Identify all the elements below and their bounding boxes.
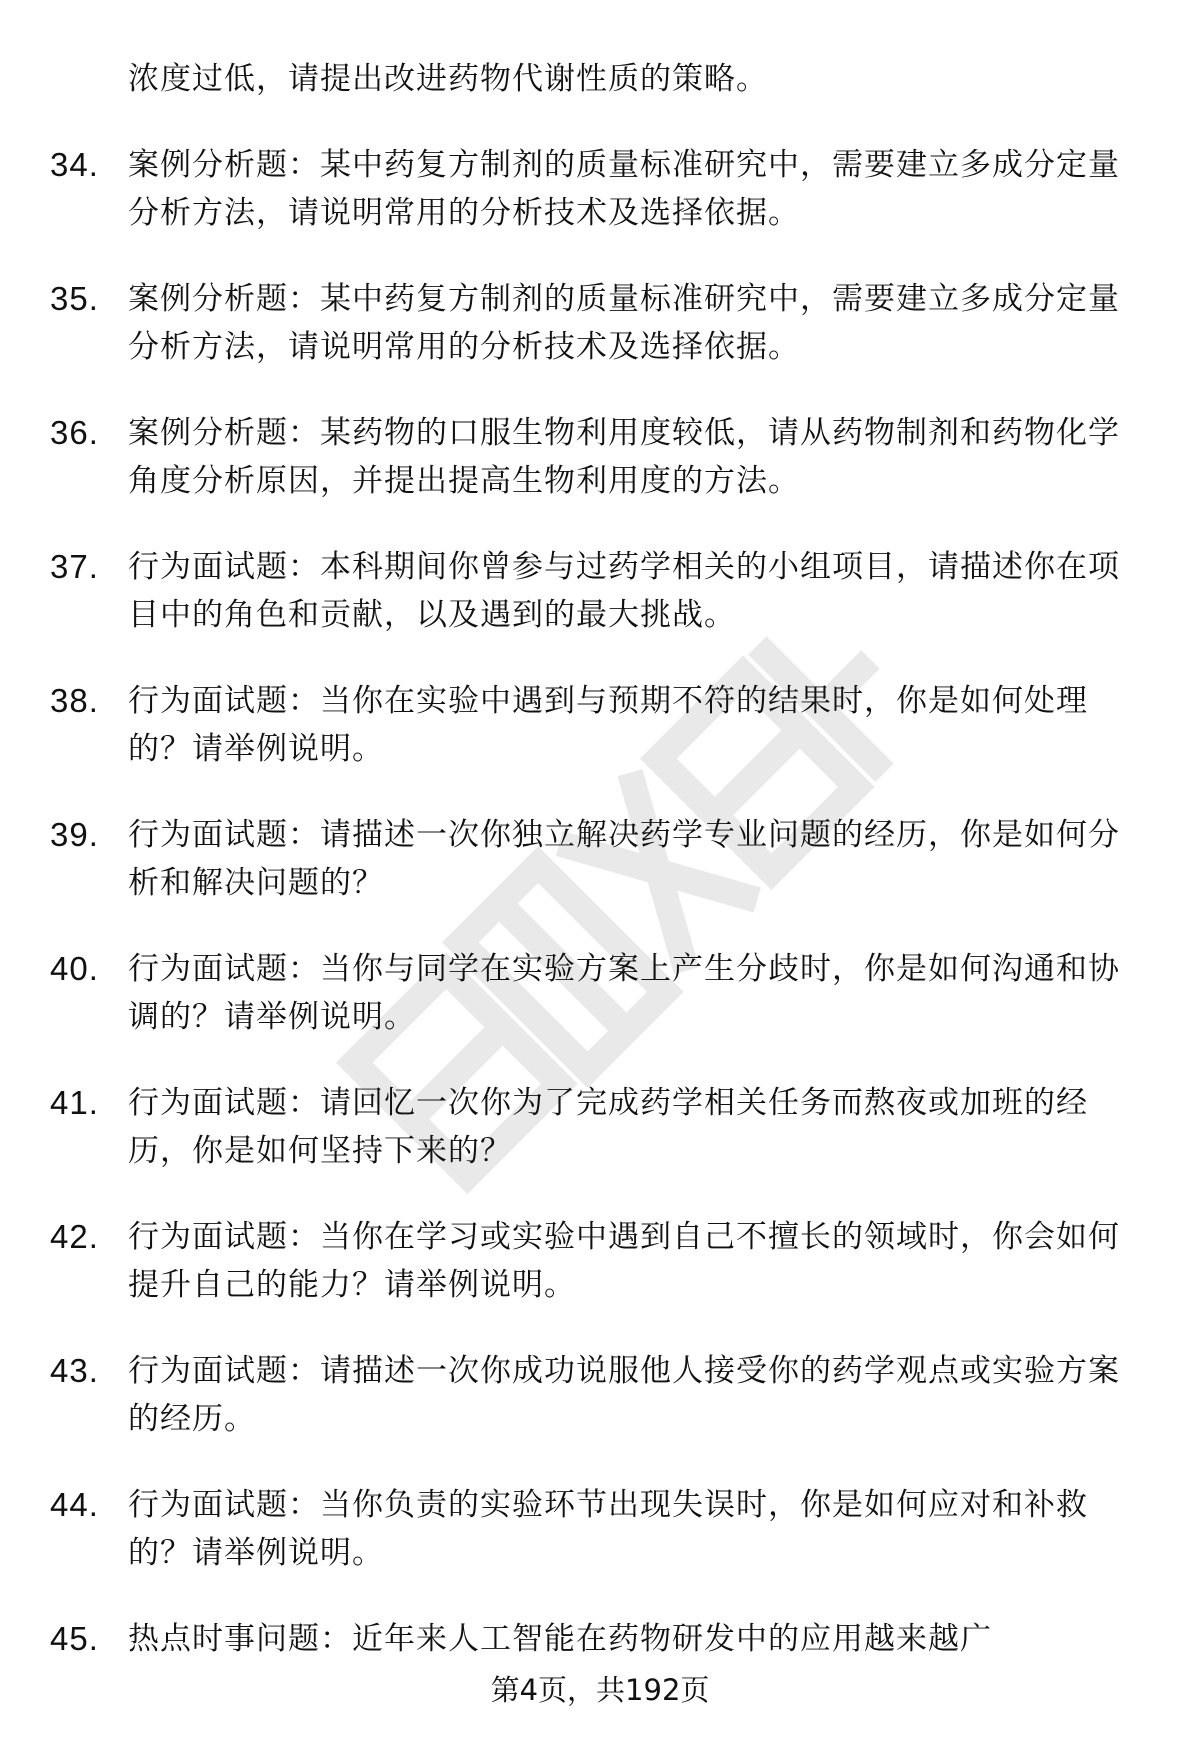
question-item [0, 141, 1138, 237]
question-text: 案例分析题：某中药复方制剂的质量标准研究中，需要建立多成分定量分析方法，请说明常用的分析技术及选择依据。 [128, 281, 1120, 365]
question-text: 案例分析题：某中药复方制剂的质量标准研究中，需要建立多成分定量分析方法，请说明常用的分析技术及选择依据。 [128, 147, 1120, 231]
question-number: 41. [50, 1084, 99, 1121]
question-item [0, 1213, 1138, 1309]
question-text: 行为面试题：当你在实验中遇到与预期不符的结果时，你是如何处理的？请举例说明。 [128, 683, 1088, 767]
question-number: 37. [50, 548, 99, 585]
question-text: 行为面试题：请回忆一次你为了完成药学相关任务而熬夜或加班的经历，你是如何坚持下来的？ [128, 1085, 1088, 1169]
question-text: 行为面试题：当你与同学在实验方案上产生分歧时，你是如何沟通和协调的？请举例说明。 [128, 951, 1120, 1035]
question-item [0, 543, 1138, 639]
question-item [0, 1481, 1138, 1577]
question-number: 44. [50, 1486, 99, 1523]
question-item [0, 945, 1138, 1041]
question-text: 热点时事问题：近年来人工智能在药物研发中的应用越来越广 [128, 1621, 992, 1657]
question-number: 35. [50, 280, 99, 317]
question-text: 行为面试题：当你负责的实验环节出现失误时，你是如何应对和补救的？请举例说明。 [128, 1487, 1088, 1571]
question-item [0, 1347, 1138, 1443]
question-number: 40. [50, 950, 99, 987]
question-text: 案例分析题：某药物的口服生物利用度较低，请从药物制剂和药物化学角度分析原因，并提出提高生物利用度的方法。 [128, 415, 1120, 499]
page-footer: 第4页，共192页 [490, 1673, 710, 1707]
question-item [0, 409, 1138, 505]
question-number: 45. [50, 1620, 99, 1657]
continuation-text: 浓度过低，请提出改进药物代谢性质的策略。 [128, 61, 768, 97]
question-item [0, 811, 1138, 907]
question-item [0, 677, 1138, 773]
question-text: 行为面试题：请描述一次你独立解决药学专业问题的经历，你是如何分析和解决问题的？ [128, 817, 1120, 901]
question-number: 36. [50, 414, 99, 451]
question-item [0, 1615, 1138, 1663]
question-item [0, 1079, 1138, 1175]
question-list [0, 141, 1200, 1663]
question-number: 43. [50, 1352, 99, 1389]
question-item [0, 275, 1138, 371]
question-text: 行为面试题：本科期间你曾参与过药学相关的小组项目，请描述你在项目中的角色和贡献，以及遇到的最大挑战。 [128, 549, 1120, 633]
question-number: 42. [50, 1218, 99, 1255]
question-number: 39. [50, 816, 99, 853]
question-text: 行为面试题：请描述一次你成功说服他人接受你的药学观点或实验方案的经历。 [128, 1353, 1120, 1437]
document-body [0, 55, 1200, 1663]
question-number: 38. [50, 682, 99, 719]
question-number: 34. [50, 146, 99, 183]
question-text: 行为面试题：当你在学习或实验中遇到自己不擅长的领域时，你会如何提升自己的能力？请举例说明。 [128, 1219, 1120, 1303]
